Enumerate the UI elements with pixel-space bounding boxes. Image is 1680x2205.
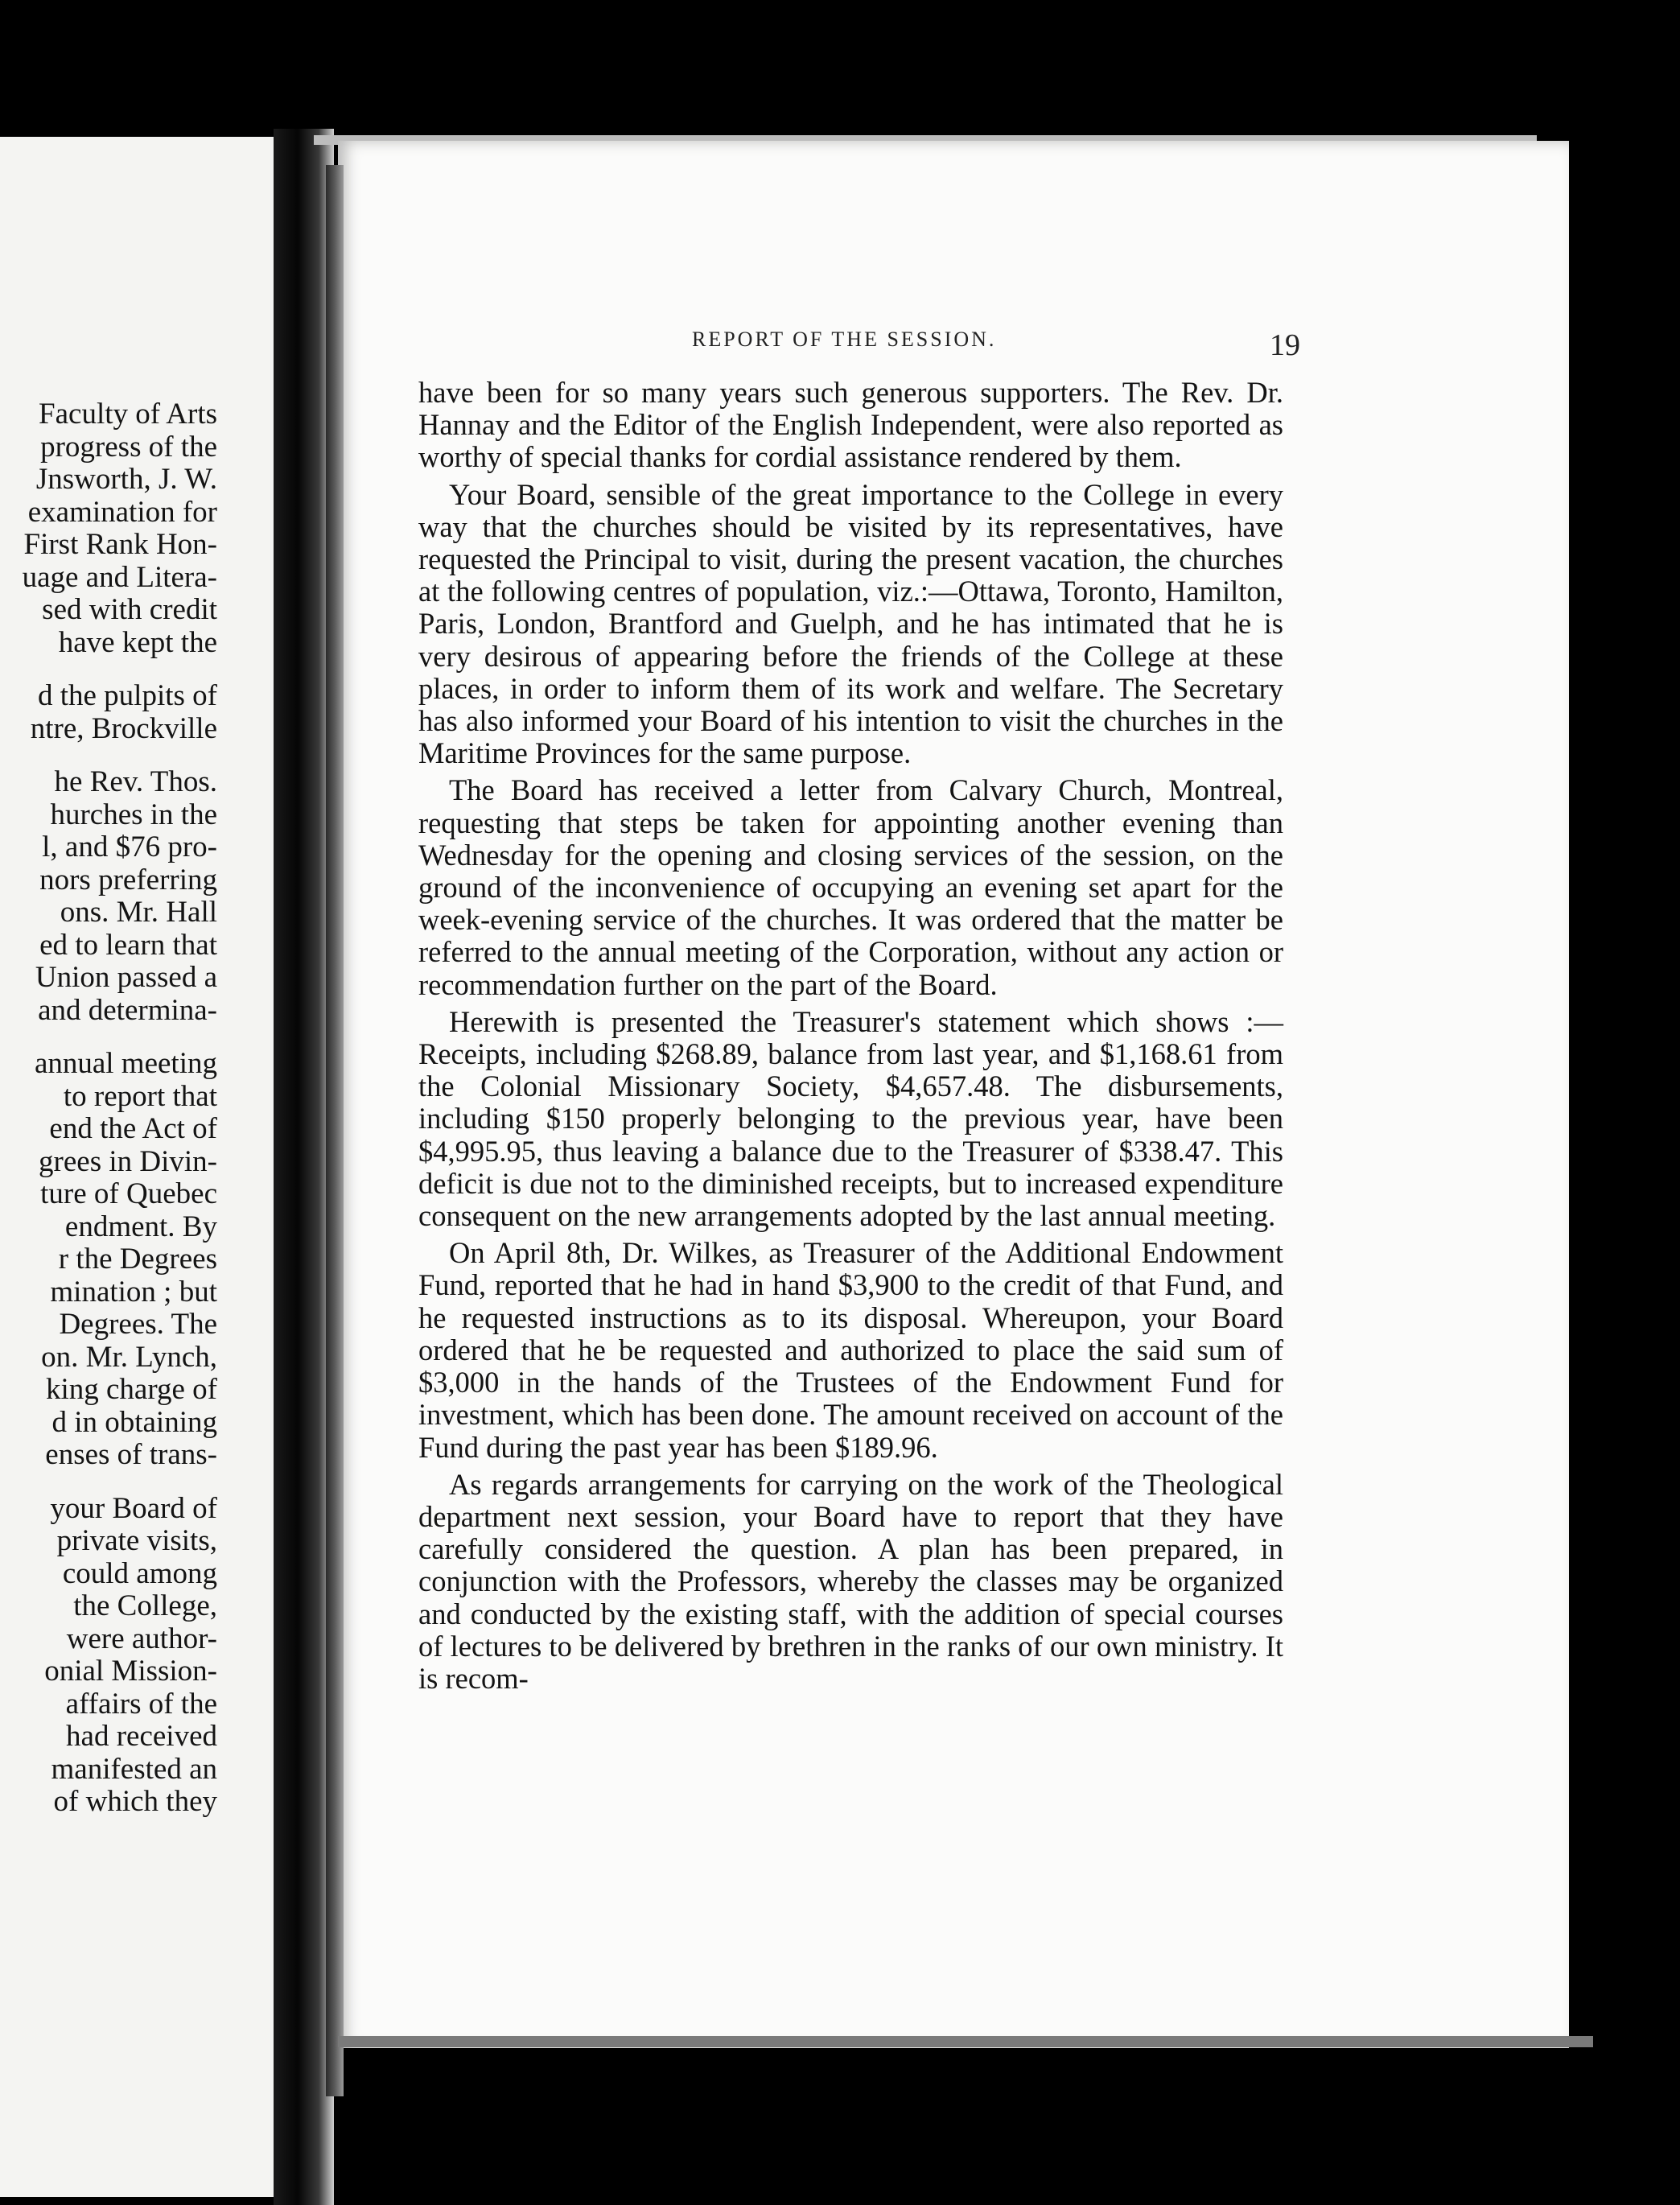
page-number: 19 (1270, 328, 1300, 362)
previous-page-gap (0, 745, 217, 766)
paragraph-5: On April 8th, Dr. Wilkes, as Treasurer of the Additional Endowment Fund, reported that he had in hand $3,900 to the credit of that Fund, and he requested instructions as to its disposal. Whereupon, your Board ordered that he be requested and authorized to place the said sum of $3,000 in the hands of the Trustees of the Endowment Fund for investment, which has been done. The amount received on account of the Fund during the past year has been $189.96. (418, 1236, 1283, 1464)
previous-page-line: d the pulpits of (37, 679, 217, 712)
paragraph-3: The Board has received a letter from Calvary Church, Montreal, requesting that steps be taken for appointing another evening than Wednesday for the opening and closing services of the session, on the ground of the inconvenience of occupying an evening set apart for the week-evening service of the churches. It was ordered that the matter be referred to the annual meeting of the Corporation, without any action or recommendation further on the part of the Board. (418, 773, 1283, 1001)
previous-page-line: annual meeting (34, 1047, 217, 1080)
previous-page-line: mination ; but (50, 1275, 217, 1309)
previous-page-line: had received (66, 1720, 217, 1753)
previous-page-line: the College, (73, 1589, 217, 1622)
previous-page-line: d in obtaining (51, 1405, 217, 1439)
previous-page-line: and determina- (38, 993, 217, 1027)
previous-page-line: ons. Mr. Hall (60, 896, 217, 929)
previous-page-line: affairs of the (65, 1687, 217, 1721)
previous-page-line: grees in Divin- (39, 1144, 217, 1178)
previous-page-line: Union passed a (35, 961, 217, 994)
previous-page-line: were author- (66, 1622, 217, 1655)
book-gutter (274, 129, 334, 2205)
previous-page-line: to report that (63, 1079, 217, 1113)
previous-page-line: hurches in the (50, 798, 217, 831)
previous-page-gap (0, 659, 217, 680)
previous-page-line: First Rank Hon- (23, 528, 217, 561)
previous-page-line: progress of the (40, 430, 217, 464)
previous-page-line: manifested an (51, 1752, 217, 1786)
paragraph-2: Your Board, sensible of the great importance to the College in every way that the churches should be visited by its representatives, have requested the Principal to visit, during the present vacation, the churches at the following centres of population, viz.:—Ottawa, Toronto, Hamilton, Paris, London, Brantford and Guelph, and he has intimated that he is very desirous of appearing before the friends of the College at these places, in order to inform them of its work and welfare. The Secretary has also informed your Board of his intention to visit the churches in the Maritime Provinces for the same purpose. (418, 477, 1283, 770)
previous-page-text (0, 398, 217, 1819)
paragraph-1: have been for so many years such generous supporters. The Rev. Dr. Hannay and the Editor of the English Independent, were also reported as worthy of special thanks for cordial assistance rendered by them. (418, 376, 1283, 474)
previous-page-line: end the Act of (49, 1112, 217, 1145)
previous-page-line: endment. By (64, 1210, 217, 1243)
previous-page-line: king charge of (45, 1373, 217, 1406)
previous-page-gap (0, 1472, 217, 1493)
previous-page-line: enses of trans- (45, 1438, 217, 1471)
paragraph-4: Herewith is presented the Treasurer's statement which shows :—Receipts, including $268.89, balance from last year, and $1,168.61 from the Colonial Missionary Society, $4,657.48. The disbursements, including $150 properly belonging to the previous year, have been $4,995.95, thus leaving a balance due to the Treasurer of $338.47. This deficit is due not to the diminished receipts, but to increased expenditure consequent on the new arrangements adopted by the last annual meeting. (418, 1004, 1283, 1233)
previous-page-line: Faculty of Arts (39, 398, 217, 431)
previous-page (0, 137, 274, 2197)
previous-page-line: Degrees. The (59, 1308, 217, 1341)
running-head: REPORT OF THE SESSION. (692, 328, 997, 351)
paragraph-6: As regards arrangements for carrying on the work of the Theological department next session, your Board have to report that they have carefully considered the question. A plan has been prepared, in conjunction with the Professors, whereby the classes may be organized and conducted by the existing staff, with the addition of special courses of lectures to be delivered by brethren in the ranks of our own ministry. It is recom- (418, 1467, 1283, 1695)
previous-page-line: nors preferring (39, 863, 217, 896)
previous-page-line: your Board of (50, 1491, 217, 1525)
previous-page-line: examination for (27, 495, 217, 529)
binding-edge (326, 165, 344, 2096)
page-bottom-edge (338, 2036, 1593, 2047)
previous-page-line: on. Mr. Lynch, (41, 1340, 217, 1374)
previous-page-line: uage and Litera- (22, 560, 217, 594)
body-text (418, 377, 1283, 1700)
previous-page-line: r the Degrees (58, 1243, 217, 1276)
previous-page-line: ntre, Brockville (30, 711, 217, 745)
previous-page-line: ture of Quebec (40, 1177, 217, 1210)
previous-page-line: private visits, (56, 1524, 217, 1557)
previous-page-line: ed to learn that (39, 928, 217, 962)
previous-page-line: sed with credit (42, 593, 217, 626)
previous-page-line: l, and $76 pro- (42, 830, 217, 863)
previous-page-gap (0, 1027, 217, 1048)
previous-page-line: could among (62, 1556, 217, 1590)
previous-page-line: he Rev. Thos. (54, 765, 217, 798)
previous-page-line: onial Mission- (44, 1655, 217, 1688)
previous-page-line: of which they (53, 1785, 217, 1818)
previous-page-line: have kept the (58, 625, 217, 659)
previous-page-line: Jnsworth, J. W. (35, 463, 217, 496)
